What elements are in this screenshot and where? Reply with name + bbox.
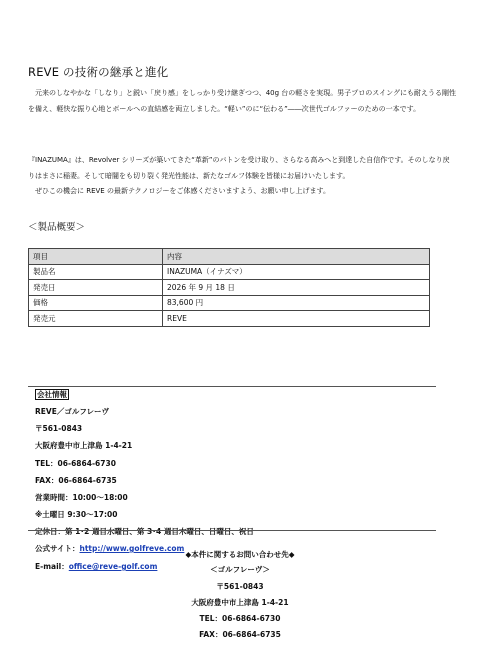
table-cell-value: 83,600 円 <box>163 295 430 311</box>
company-address: 大阪府豊中市上津島 1-4-21 <box>35 441 133 450</box>
intro-paragraph: 元来のしなやかな「しなり」と鋭い「戻り感」をしっかり受け継ぎつつ、40g 台の軽さを実現。男子プロのスイングにも耐えうる剛性を備え、軽快な振り心地とボールへの直結感を両立しました。“軽い”のに“伝わる”――次世代ゴルファーのための一本です。 <box>28 89 457 113</box>
table-header-row <box>29 249 430 265</box>
contact-address: 大阪府豊中市上津島 1-4-21 <box>191 598 289 607</box>
table-header-cell: 内容 <box>163 249 430 265</box>
contact-name: ＜ゴルフレーヴ＞ <box>210 565 270 574</box>
company-hours: 営業時間：10:00～18:00 <box>35 493 128 502</box>
table-cell-value: INAZUMA（イナズマ） <box>163 264 430 280</box>
table-row <box>29 264 430 280</box>
contact-title: ◆本件に関するお問い合わせ先◆ <box>185 550 295 559</box>
table-cell-label: 発売日 <box>29 280 163 296</box>
contact-tel: TEL：06-6864-6730 <box>199 614 281 623</box>
table-row <box>29 280 430 296</box>
website-link[interactable]: http://www.golfreve.com <box>79 544 185 553</box>
table-row <box>29 295 430 311</box>
contact-postal: 〒561-0843 <box>216 582 264 591</box>
company-title: 会社情報 <box>37 390 67 399</box>
company-fax: FAX：06-6864-6735 <box>35 476 117 485</box>
spec-table <box>28 248 430 327</box>
company-name: REVE／ゴルフレーヴ <box>35 407 110 416</box>
company-tel: TEL：06-6864-6730 <box>35 459 116 468</box>
table-cell-value: REVE <box>163 311 430 327</box>
company-postal: 〒561-0843 <box>35 424 83 433</box>
product-paragraph <box>28 153 456 200</box>
product-paragraph-line1: 『INAZUMA』は、Revolver シリーズが築いてきた“革新”のバトンを受け取り、さらなる高みへと到達した自信作です。そのしなり戻りはまさに稲妻。そして暗闇をも切り裂く発光性能は、新たなゴルフ体験を皆様にお届けいたします。 <box>28 156 450 180</box>
company-saturday-hours: ※土曜日 9:30～17:00 <box>35 510 118 519</box>
contact-fax: FAX：06-6864-6735 <box>199 630 281 639</box>
spec-heading: ＜製品概要＞ <box>28 222 86 233</box>
table-row <box>29 311 430 327</box>
table-cell-label: 製品名 <box>29 264 163 280</box>
email-link[interactable]: office@reve-golf.com <box>68 562 158 571</box>
divider <box>28 530 436 531</box>
table-header-cell: 項目 <box>29 249 163 265</box>
email-label: E-mail： <box>35 562 69 571</box>
table-cell-label: 価格 <box>29 295 163 311</box>
site-label: 公式サイト： <box>35 544 80 553</box>
company-holidays: 定休日：第 1･2 週目水曜日、第 3･4 週目木曜日、日曜日、祝日 <box>35 527 254 536</box>
section-heading: REVE の技術の継承と進化 <box>28 65 169 79</box>
table-cell-value: 2026 年 9 月 18 日 <box>163 280 430 296</box>
table-cell-label: 発売元 <box>29 311 163 327</box>
divider <box>28 386 436 387</box>
product-paragraph-line2: ぜひこの機会に REVE の最新テクノロジーをご体感くださいますよう、お願い申し上げます。 <box>35 187 330 195</box>
